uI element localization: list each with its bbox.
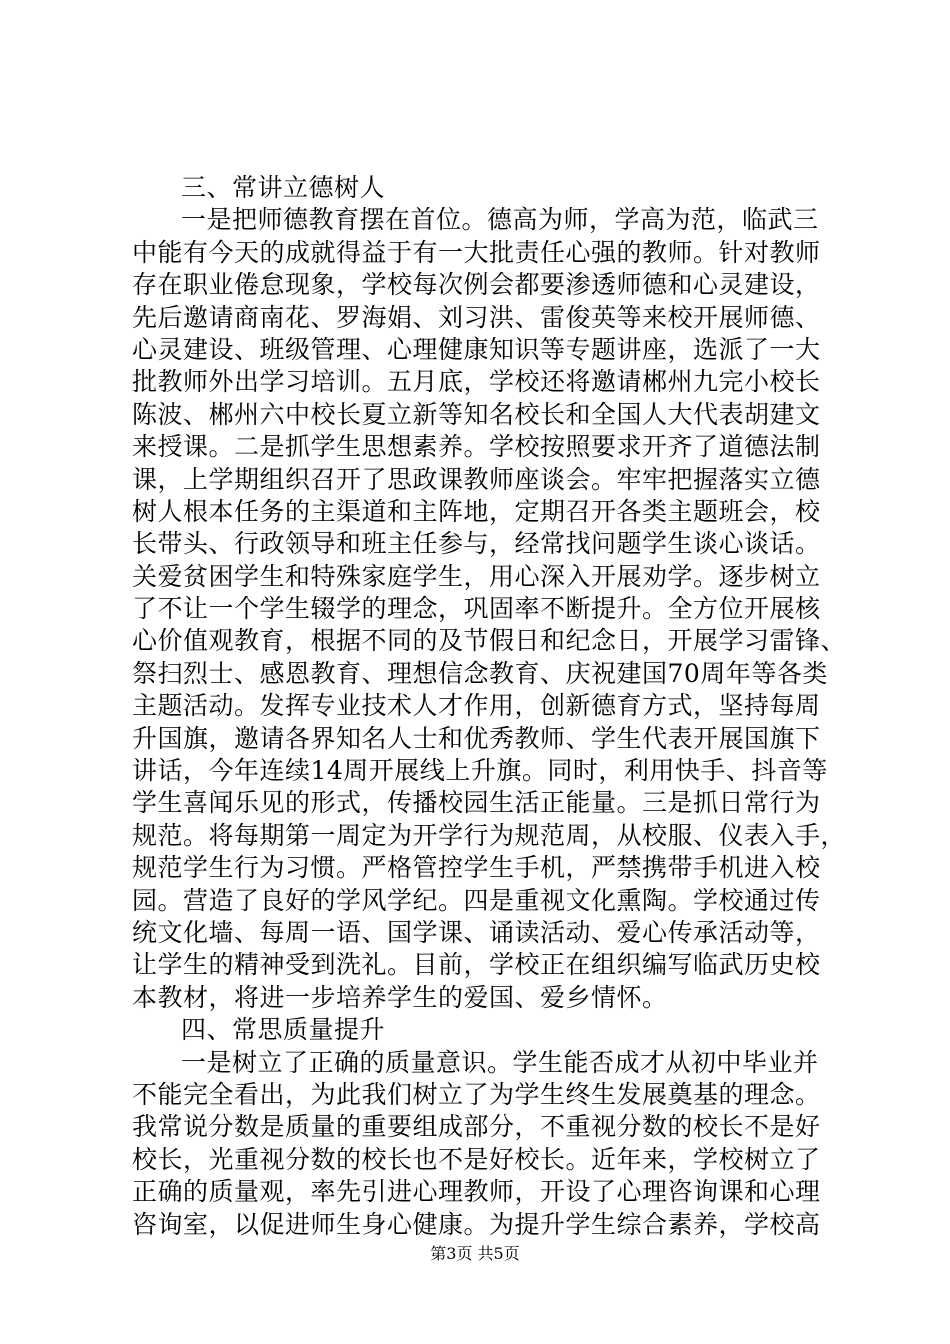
text-line: 学生喜闻乐见的形式，传播校园生活正能量。三是抓日常行为 [132, 788, 821, 818]
text-line: 三、常讲立德树人 [181, 173, 386, 202]
text-line: 心价值观教育，根据不同的及节假日和纪念日，开展学习雷锋、 [132, 626, 847, 656]
text-line: 统文化墙、每周一语、国学课、诵读活动、爱心传承活动等， [132, 917, 821, 947]
text-line: 长带头、行政领导和班主任参与，经常找问题学生谈心谈话。 [132, 529, 821, 559]
text-line: 不能完全看出，为此我们树立了为学生终生发展奠基的理念。 [132, 1079, 821, 1109]
text-line: 正确的质量观，率先引进心理教师，开设了心理咨询课和心理 [132, 1177, 821, 1207]
text-line: 讲话，今年连续14周开展线上升旗。同时，利用快手、抖音等 [132, 756, 828, 786]
text-line: 咨询室，以促进师生身心健康。为提升学生综合素养，学校高 [132, 1209, 821, 1239]
text-line: 本教材，将进一步培养学生的爱国、爱乡情怀。 [132, 982, 668, 1012]
text-line: 课，上学期组织召开了思政课教师座谈会。牢牢把握落实立德 [132, 464, 821, 494]
text-line: 一是把师德教育摆在首位。德高为师，学高为范，临武三 [181, 205, 819, 235]
text-line: 祭扫烈士、感恩教育、理想信念教育、庆祝建国70周年等各类 [132, 658, 828, 688]
text-line: 批教师外出学习培训。五月底，学校还将邀请郴州九完小校长 [132, 367, 821, 397]
text-line: 升国旗，邀请各界知名人士和优秀教师、学生代表开展国旗下 [132, 723, 821, 753]
document-body [132, 172, 847, 1241]
text-line: 规范学生行为习惯。严格管控学生手机，严禁携带手机进入校 [132, 853, 821, 883]
text-line: 关爱贫困学生和特殊家庭学生，用心深入开展劝学。逐步树立 [132, 561, 821, 591]
text-line: 校长，光重视分数的校长也不是好校长。近年来，学校树立了 [132, 1144, 821, 1174]
text-line: 规范。将每期第一周定为开学行为规范周，从校服、仪表入手， [132, 820, 847, 850]
text-line: 一是树立了正确的质量意识。学生能否成才从初中毕业并 [181, 1047, 819, 1077]
text-line: 存在职业倦怠现象，学校每次例会都要渗透师德和心灵建设， [132, 270, 821, 300]
page-footer: 第3页 共5页 [430, 1244, 520, 1263]
text-line: 中能有今天的成就得益于有一大批责任心强的教师。针对教师 [132, 237, 821, 267]
text-line: 先后邀请商南花、罗海娟、刘习洪、雷俊英等来校开展师德、 [132, 302, 821, 332]
text-line: 陈波、郴州六中校长夏立新等知名校长和全国人大代表胡建文 [132, 399, 821, 429]
text-line: 园。营造了良好的学风学纪。四是重视文化熏陶。学校通过传 [132, 885, 821, 915]
text-line: 主题活动。发挥专业技术人才作用，创新德育方式，坚持每周 [132, 691, 821, 721]
text-line: 我常说分数是质量的重要组成部分，不重视分数的校长不是好 [132, 1112, 821, 1142]
text-line: 心灵建设、班级管理、心理健康知识等专题讲座，选派了一大 [132, 334, 821, 364]
text-line: 来授课。二是抓学生思想素养。学校按照要求开齐了道德法制 [132, 432, 821, 462]
text-line: 树人根本任务的主渠道和主阵地，定期召开各类主题班会，校 [132, 496, 821, 526]
text-line: 了不让一个学生辍学的理念，巩固率不断提升。全方位开展核 [132, 594, 821, 624]
text-line: 让学生的精神受到洗礼。目前，学校正在组织编写临武历史校 [132, 950, 821, 980]
text-line: 四、常思质量提升 [181, 1015, 386, 1045]
